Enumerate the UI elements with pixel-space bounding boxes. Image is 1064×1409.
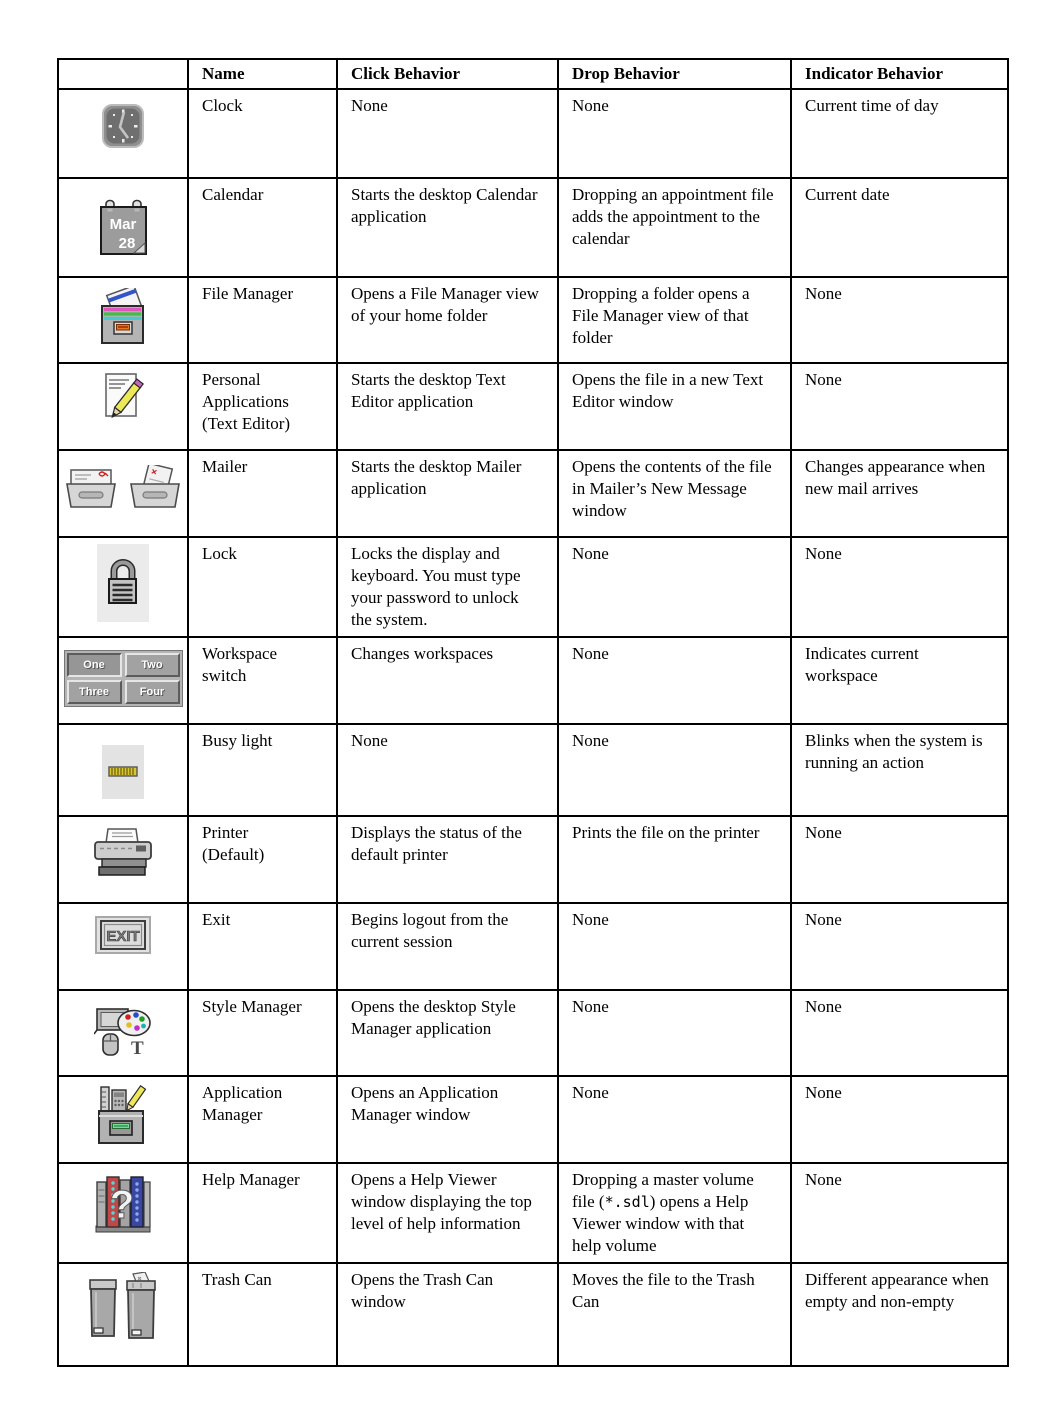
click-cell: Opens a Help Viewer window displaying the top level of help information: [337, 1163, 558, 1263]
table-row-application-manager: [58, 1076, 1008, 1163]
workspace-button-label: Three: [79, 686, 109, 698]
table-row-exit: [58, 903, 1008, 990]
icon-cell: [58, 1263, 188, 1366]
drop-cell: None: [558, 537, 791, 637]
drop-cell: None: [558, 89, 791, 178]
workspace-button-label: One: [83, 659, 105, 671]
click-cell: Opens an Application Manager window: [337, 1076, 558, 1163]
click-cell: Opens the desktop Style Manager application: [337, 990, 558, 1076]
drop-cell: Dropping an appointment file adds the appointment to the calendar: [558, 178, 791, 277]
drop-cell: Opens the contents of the file in Mailer’s New Message window: [558, 450, 791, 537]
drop-cell: None: [558, 903, 791, 990]
indicator-cell: None: [791, 277, 1008, 363]
header-name: Name: [188, 59, 337, 89]
name-cell: Exit: [188, 903, 337, 990]
click-cell: None: [337, 724, 558, 816]
calendar-day-text: 28: [118, 235, 136, 252]
drop-cell: Moves the file to the Trash Can: [558, 1263, 791, 1366]
icon-cell: [58, 990, 188, 1076]
drop-cell: [558, 1163, 791, 1263]
table-row-style-manager: [58, 990, 1008, 1076]
name-cell: Lock: [188, 537, 337, 637]
name-cell: Style Manager: [188, 990, 337, 1076]
lock-icon: [97, 544, 149, 622]
header-click-behavior: Click Behavior: [337, 59, 558, 89]
help-manager-icon: [94, 1172, 152, 1234]
drop-cell: None: [558, 990, 791, 1076]
mail-tray-flat-envelope-icon: [66, 465, 116, 511]
icon-cell: [58, 1163, 188, 1263]
table-row-lock: [58, 537, 1008, 637]
mail-tray-new-mail-icon: [130, 465, 180, 511]
name-cell: Clock: [188, 89, 337, 178]
indicator-cell: Blinks when the system is running an action: [791, 724, 1008, 816]
mailer-icon: [61, 465, 185, 511]
drop-cell: None: [558, 637, 791, 724]
name-cell: Workspace switch: [188, 637, 337, 724]
drop-cell: None: [558, 1076, 791, 1163]
header-drop-behavior: Drop Behavior: [558, 59, 791, 89]
icon-cell: [58, 903, 188, 990]
click-cell: Starts the desktop Text Editor application: [337, 363, 558, 450]
name-cell: Calendar: [188, 178, 337, 277]
table-row-file-manager: [58, 277, 1008, 363]
style-manager-letter: T: [131, 1038, 144, 1059]
icon-cell: [58, 363, 188, 450]
table-row-mailer: [58, 450, 1008, 537]
indicator-cell: None: [791, 903, 1008, 990]
icon-cell: [58, 450, 188, 537]
icon-cell: [58, 816, 188, 903]
exit-icon: [95, 916, 151, 954]
printer-icon: [91, 827, 155, 883]
indicator-cell: None: [791, 1076, 1008, 1163]
name-cell: Busy light: [188, 724, 337, 816]
icon-cell: [58, 89, 188, 178]
name-cell: Mailer: [188, 450, 337, 537]
workspace-switch-icon: [64, 650, 183, 707]
icon-cell: [58, 724, 188, 816]
drop-text: Dropping a master volume file (: [572, 1170, 754, 1211]
calendar-month-text: Mar: [109, 216, 137, 233]
indicator-cell: None: [791, 537, 1008, 637]
indicator-cell: Changes appearance when new mail arrives: [791, 450, 1008, 537]
indicator-cell: None: [791, 816, 1008, 903]
click-cell: Opens the Trash Can window: [337, 1263, 558, 1366]
drop-cell: Dropping a folder opens a File Manager view of that folder: [558, 277, 791, 363]
icon-cell: [58, 1076, 188, 1163]
drop-code-text: *.sdl: [604, 1193, 650, 1211]
name-cell: Personal Applications (Text Editor): [188, 363, 337, 450]
front-panel-controls-table: [57, 58, 1009, 1367]
icon-cell: [58, 537, 188, 637]
icon-cell: [58, 277, 188, 363]
name-cell: Printer (Default): [188, 816, 337, 903]
exit-label: EXIT: [106, 928, 140, 945]
click-cell: Locks the display and keyboard. You must type your password to unlock the system.: [337, 537, 558, 637]
workspace-button-one: [67, 653, 122, 677]
click-cell: Changes workspaces: [337, 637, 558, 724]
drop-cell: None: [558, 724, 791, 816]
indicator-cell: None: [791, 1163, 1008, 1263]
name-cell: Help Manager: [188, 1163, 337, 1263]
drop-cell: Prints the file on the printer: [558, 816, 791, 903]
drop-text: ) opens a Help Viewer window with that help volume: [572, 1192, 749, 1255]
header-icon-cell: [58, 59, 188, 89]
table-row-trash-can: [58, 1263, 1008, 1366]
icon-cell: [58, 637, 188, 724]
indicator-cell: Different appearance when empty and non-empty: [791, 1263, 1008, 1366]
file-manager-icon: [94, 288, 152, 348]
indicator-cell: Indicates current workspace: [791, 637, 1008, 724]
calendar-icon: [97, 199, 149, 257]
clock-icon: [102, 104, 144, 148]
table-row-printer: [58, 816, 1008, 903]
click-cell: Begins logout from the current session: [337, 903, 558, 990]
table-row-calendar: [58, 178, 1008, 277]
table-row-busy-light: [58, 724, 1008, 816]
click-cell: None: [337, 89, 558, 178]
click-cell: Starts the desktop Mailer application: [337, 450, 558, 537]
table-row-text-editor: [58, 363, 1008, 450]
style-manager-icon: [94, 1001, 152, 1061]
help-question-glyph: ?: [109, 1183, 135, 1227]
header-indicator-behavior: Indicator Behavior: [791, 59, 1008, 89]
text-editor-icon: [98, 372, 148, 432]
name-cell: Application Manager: [188, 1076, 337, 1163]
workspace-button-label: Two: [141, 659, 163, 671]
application-manager-icon: [95, 1085, 151, 1151]
header-row: [58, 59, 1008, 89]
click-cell: Opens a File Manager view of your home folder: [337, 277, 558, 363]
click-cell: Displays the status of the default printer: [337, 816, 558, 903]
workspace-button-two: [125, 653, 180, 677]
table-row-workspace-switch: [58, 637, 1008, 724]
workspace-button-three: [67, 680, 122, 704]
indicator-cell: Current time of day: [791, 89, 1008, 178]
indicator-cell: None: [791, 363, 1008, 450]
name-cell: File Manager: [188, 277, 337, 363]
trash-can-icon: [83, 1272, 163, 1344]
workspace-button-label: Four: [139, 686, 165, 698]
busy-light-icon: [102, 745, 144, 799]
icon-cell: [58, 178, 188, 277]
table-row-help-manager: [58, 1163, 1008, 1263]
indicator-cell: None: [791, 990, 1008, 1076]
click-cell: Starts the desktop Calendar application: [337, 178, 558, 277]
table-row-clock: [58, 89, 1008, 178]
name-cell: Trash Can: [188, 1263, 337, 1366]
workspace-button-four: [125, 680, 180, 704]
indicator-cell: Current date: [791, 178, 1008, 277]
drop-cell: Opens the file in a new Text Editor window: [558, 363, 791, 450]
